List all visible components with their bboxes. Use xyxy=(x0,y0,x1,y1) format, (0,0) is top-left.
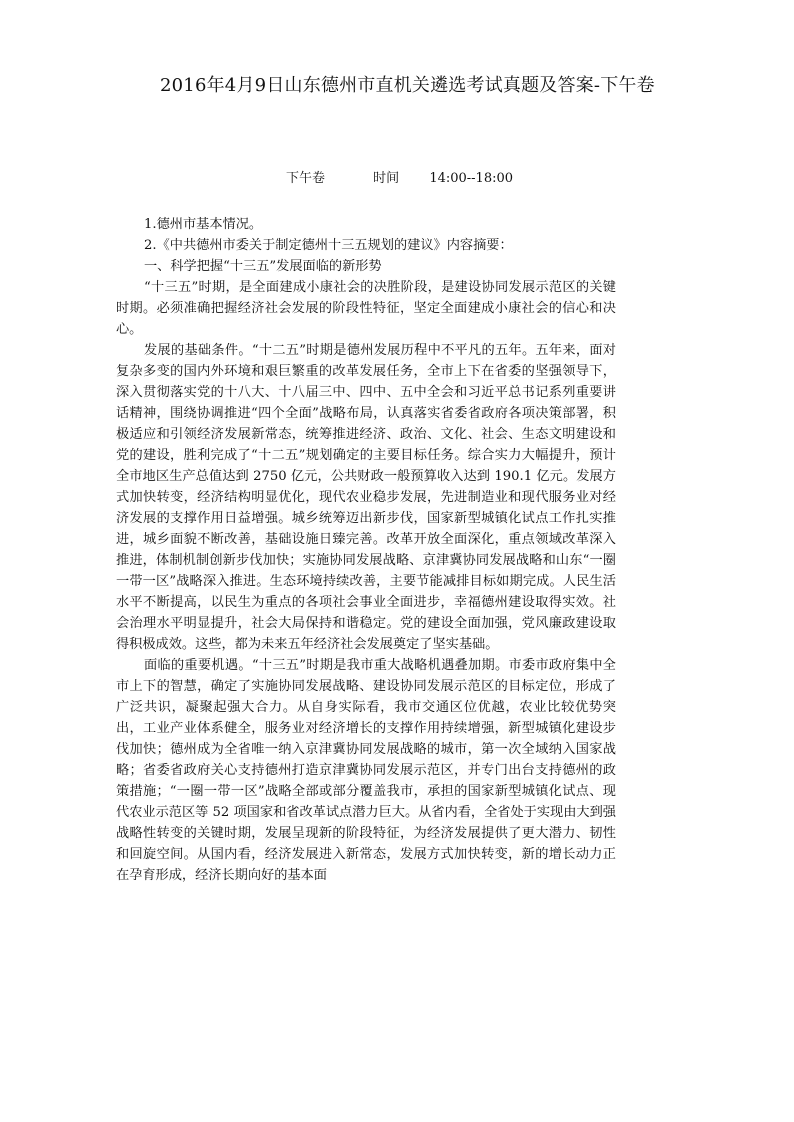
time-value: 14:00--18:00 xyxy=(429,171,514,186)
session-label: 下午卷 xyxy=(286,171,326,186)
paragraph: “十三五”时期，是全面建成小康社会的决胜阶段，是建设协同发展示范区的关键时期。必须准确把握经济社会发展的阶段性特征，坚定全面建成小康社会的信心和决心。 xyxy=(116,280,616,337)
paragraph: 面临的重要机遇。“十三五”时期是我市重大战略机遇叠加期。市委市政府集中全市上下的智慧，确定了实施协同发展战略、建设协同发展示范区的目标定位，形成了广泛共识，凝聚起强大合力。从自身实际看，我市交通区位优越，农业比较优势突出，工业产业体系健全，服务业对经济增长的支撑作用持续增强，新型城镇化建设步伐加快；德州成为全省唯一纳入京津冀协同发展战略的城市，第一次全域纳入国家战略；省委省政府关心支持德州打造京津冀协同发展示范区，并专门出台支持德州的政策措施；“一圈一带一区”战略全部或部分覆盖我市，承担的国家新型城镇化试点、现代农业示范区等 52 项国家和省改革试点潜力巨大。从省内看，全省处于实现由大到强战略性转变的关键时期，发展呈现新的阶段特征，为经济发展提供了更大潜力、韧性和回旋空间。从国内看，经济发展进入新常态，发展方式加快转变，新的增长动力正在孕育形成，经济长期向好的基本面 xyxy=(116,658,616,883)
time-label: 时间 xyxy=(373,171,400,186)
document-title: 2016年4月9日山东德州市直机关遴选考试真题及答案-下午卷 xyxy=(160,75,655,96)
list-item: 1.德州市基本情况。 xyxy=(144,217,263,232)
section-heading: 一、科学把握“十三五”发展面临的新形势 xyxy=(144,259,382,274)
paragraph: 发展的基础条件。“十二五”时期是德州发展历程中不平凡的五年。五年来，面对复杂多变的国内外环境和艰巨繁重的改革发展任务，全市上下在省委的坚强领导下，深入贯彻落实党的十八大、十八届三中、四中、五中全会和习近平总书记系列重要讲话精神，围绕协调推进“四个全面”战略布局，认真落实省委省政府各项决策部署，积极适应和引领经济发展新常态，统筹推进经济、政治、文化、社会、生态文明建设和党的建设，胜利完成了“十二五”规划确定的主要目标任务。综合实力大幅提升，预计全市地区生产总值达到 2750 亿元，公共财政一般预算收入达到 190.1 亿元。发展方式加快转变，经济结构明显优化，现代农业稳步发展，先进制造业和现代服务业对经济发展的支撑作用日益增强。城乡统筹迈出新步伐，国家新型城镇化试点工作扎实推进，城乡面貌不断改善，基础设施日臻完善。改革开放全面深化，重点领域改革深入推进，体制机制创新步伐加快；实施协同发展战略、京津冀协同发展战略和山东“一圈一带一区”战略深入推进。生态环境持续改善，主要节能减排目标如期完成。人民生活水平不断提高，以民生为重点的各项社会事业全面进步，幸福德州建设取得实效。社会治理水平明显提升，社会大局保持和谐稳定。党的建设全面加强，党风廉政建设取得积极成效。这些，都为未来五年经济社会发展奠定了坚实基础。 xyxy=(116,343,616,652)
exam-session-info xyxy=(286,170,513,188)
list-item: 2.《中共德州市委关于制定德州十三五规划的建议》内容摘要： xyxy=(144,238,513,253)
document-body xyxy=(116,214,616,886)
